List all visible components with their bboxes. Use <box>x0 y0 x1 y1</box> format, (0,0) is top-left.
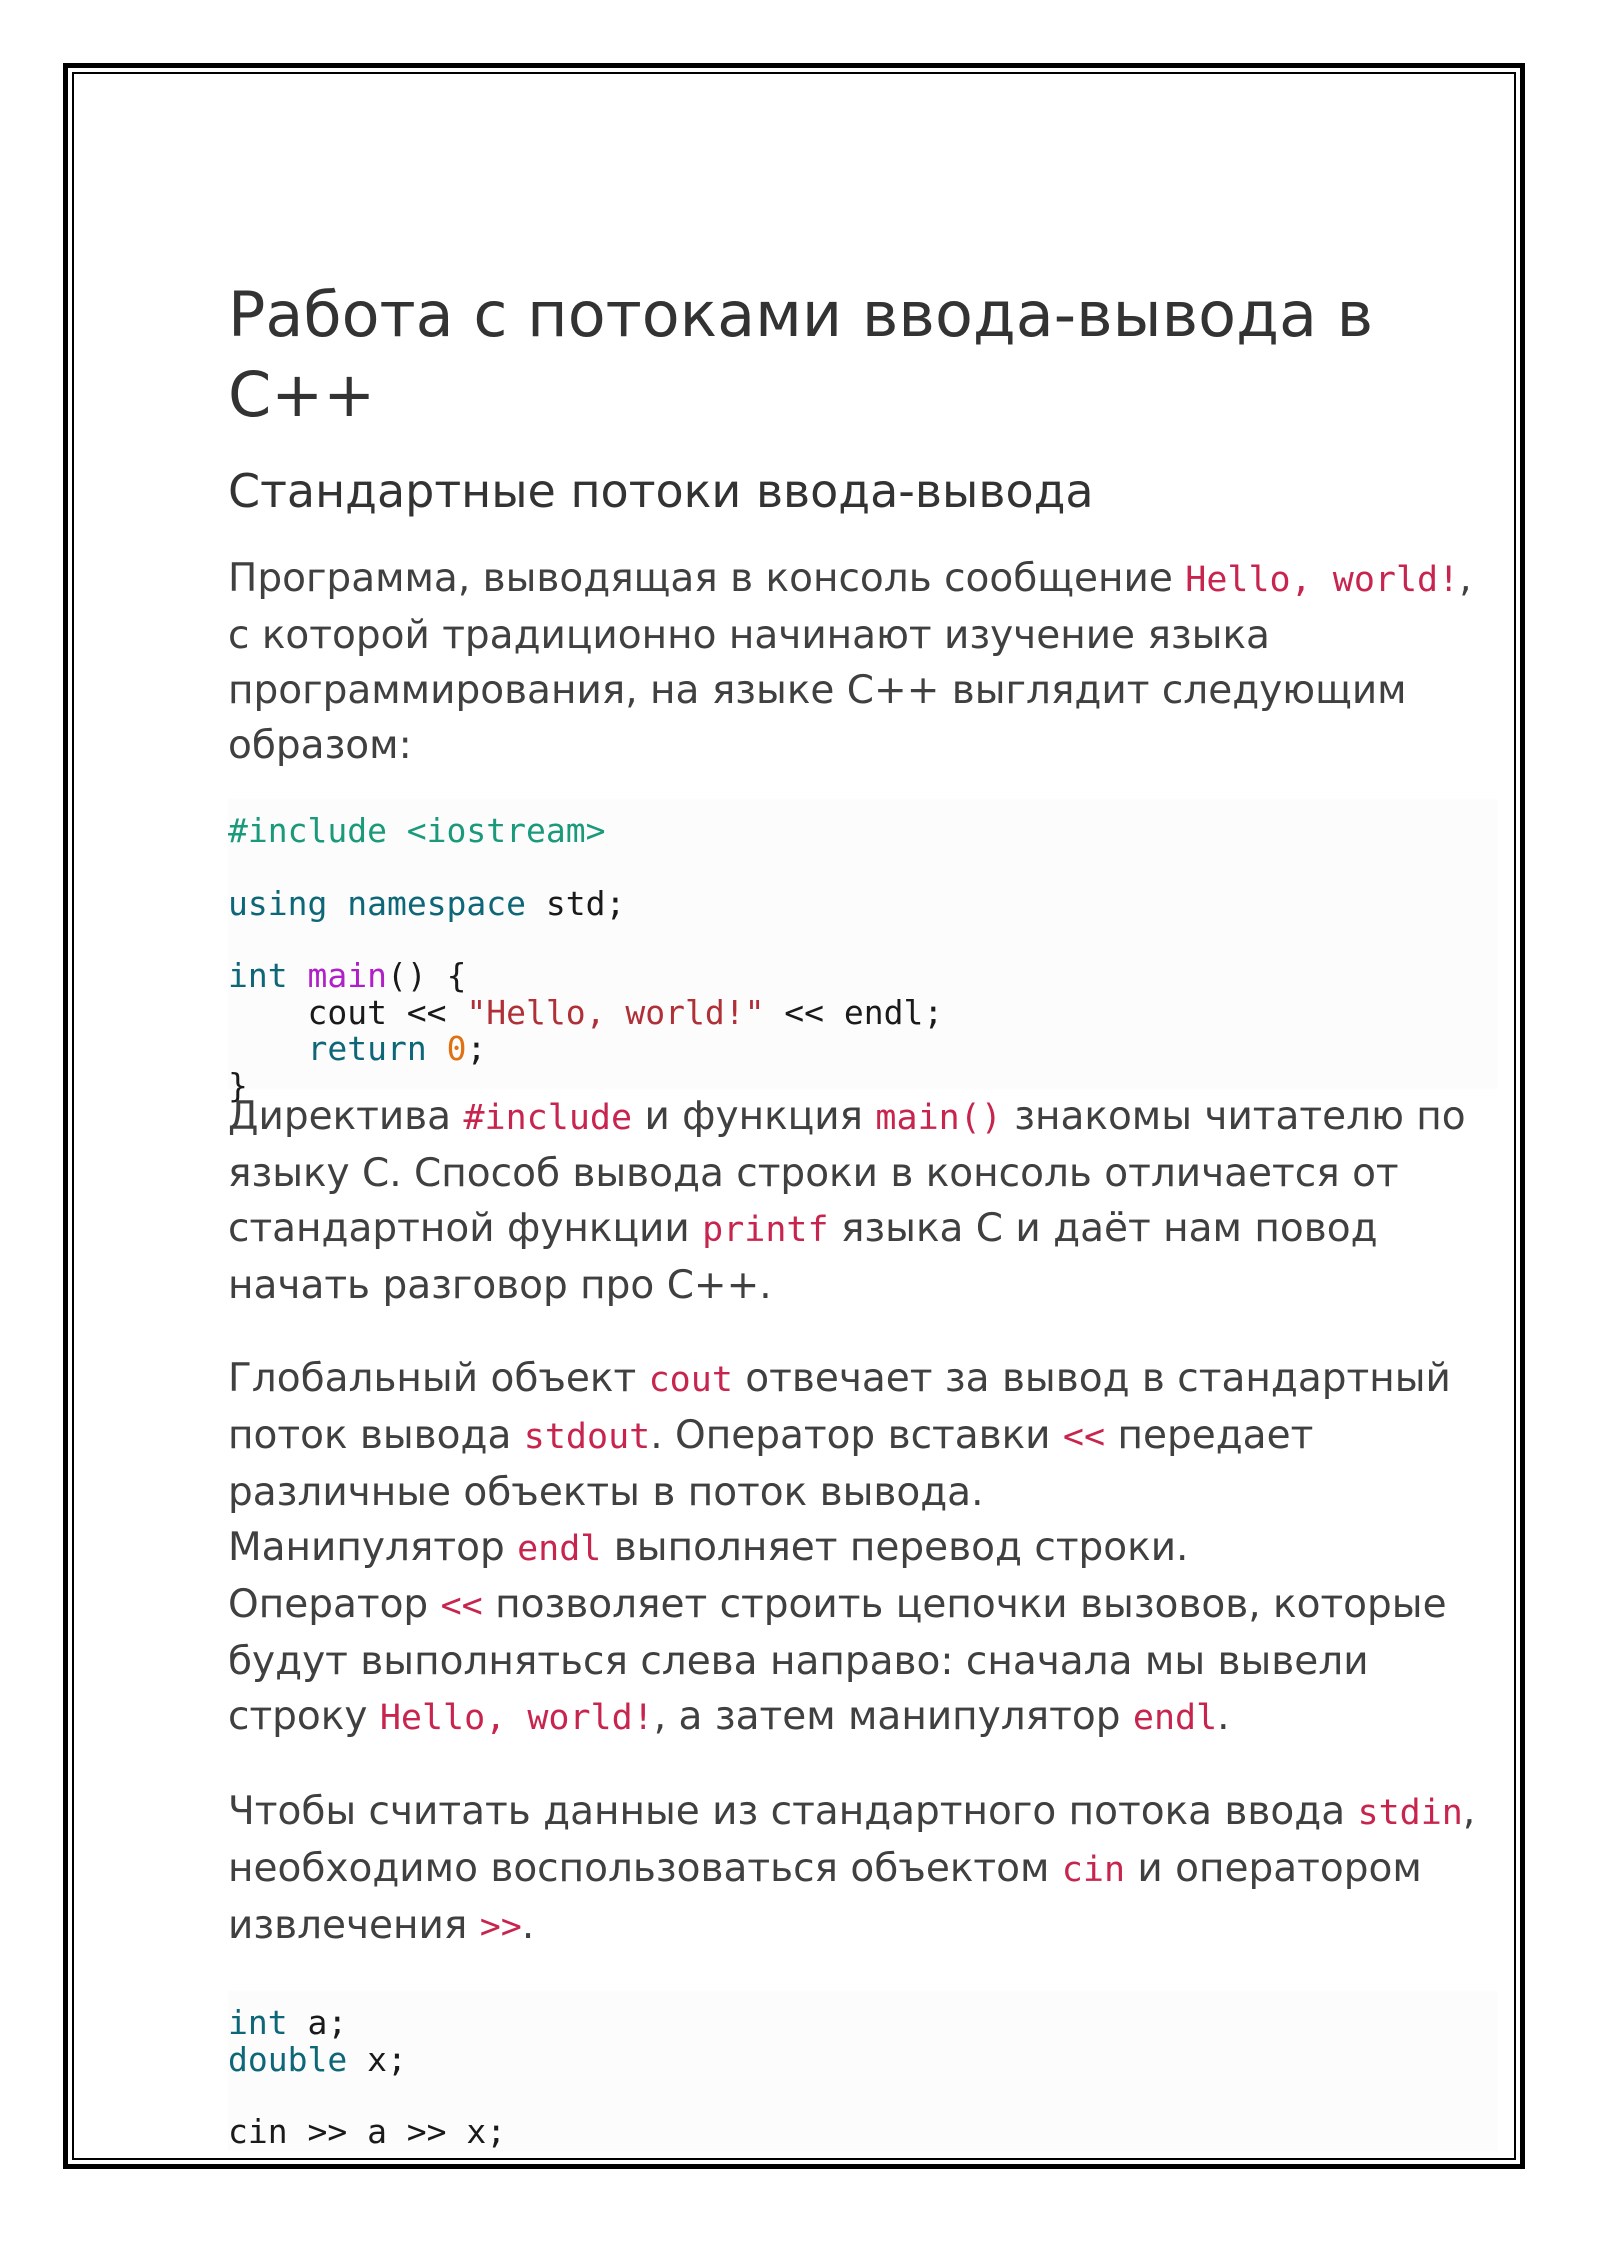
code-token-keyword: using <box>228 883 328 923</box>
inline-code: endl <box>517 1529 602 1569</box>
code-token: } <box>228 1065 248 1105</box>
text-span: . Оператор вставки <box>650 1413 1063 1458</box>
text-span: знакомы читателю по языку C. Способ вывода строки в консоль отличается от стандартной функции <box>228 1094 1466 1251</box>
inline-code: stdout <box>523 1417 651 1457</box>
code-token-number: 0 <box>446 1029 467 1068</box>
paragraph-cin <box>228 1784 1498 1955</box>
code-token: x; <box>347 2039 407 2079</box>
code-token-keyword: double <box>228 2039 348 2079</box>
text-span: языка C и даёт нам повод начать разговор про C++. <box>228 1206 1378 1308</box>
section-title: Стандартные потоки ввода-вывода <box>228 464 1094 518</box>
code-token: std; <box>526 883 626 923</box>
article <box>228 275 1498 2151</box>
code-token: cout << <box>228 992 467 1032</box>
text-span: . <box>1217 1694 1230 1739</box>
text-span: Чтобы считать данные из стандартного потока ввода <box>228 1789 1358 1834</box>
inline-code: #include <box>463 1098 633 1138</box>
text-span: Оператор <box>228 1582 441 1627</box>
inline-code: >> <box>479 1907 522 1947</box>
code-token-keyword: int <box>228 2003 288 2042</box>
page-title: Работа с потоками ввода-вывода в C++ <box>228 278 1374 431</box>
code-token-preprocessor: #include <iostream> <box>228 811 606 850</box>
paragraph-cout <box>228 1351 1498 1746</box>
inline-code: cin <box>1061 1850 1126 1890</box>
paragraph-directive <box>228 1089 1498 1313</box>
inline-code: cout <box>648 1360 733 1400</box>
text-span: отвечает за вывод в стандартный поток вывода <box>228 1356 1451 1458</box>
code-token-keyword: int <box>228 956 288 995</box>
text-span: и функция <box>632 1094 876 1139</box>
intro-paragraph <box>228 551 1498 773</box>
code-token-string: "Hello, world!" <box>466 992 765 1032</box>
text-span: Программа, выводящая в консоль сообщение <box>228 556 1186 601</box>
inline-code: Hello, world! <box>1185 560 1460 600</box>
text-span: Глобальный объект <box>228 1356 649 1401</box>
text-span: Манипулятор <box>228 1525 518 1570</box>
code-token: cin >> a >> x; <box>228 2112 507 2151</box>
text-span: . <box>521 1903 535 1948</box>
text-span: выполняет перевод строки. <box>601 1525 1189 1570</box>
code-block-cin <box>228 1991 1498 2151</box>
code-token-keyword: return <box>307 1029 427 1068</box>
code-token <box>228 1029 307 1068</box>
inline-code: << <box>440 1586 483 1626</box>
text-span: , с которой традиционно начинают изучение языка программирования, на языке C++ выглядит следующим образом: <box>228 556 1472 768</box>
inline-code: endl <box>1132 1698 1218 1738</box>
code-token-function: main <box>307 956 387 995</box>
inline-code: main() <box>875 1098 1002 1138</box>
code-token: << endl; <box>764 992 944 1032</box>
inline-code: stdin <box>1357 1793 1463 1833</box>
inline-code: << <box>1062 1417 1106 1457</box>
code-token-keyword: namespace <box>347 883 527 923</box>
code-token: a; <box>287 2003 348 2042</box>
code-block-hello-world <box>228 799 1498 1105</box>
code-token: ; <box>466 1029 487 1068</box>
text-span: , необходимо воспользоваться объектом <box>228 1789 1476 1891</box>
text-span: , а затем манипулятор <box>653 1694 1133 1739</box>
text-span: передает различные объекты в поток вывода. <box>228 1413 1314 1515</box>
text-span: позволяет строить цепочки вызовов, которые будут выполняться слева направо: сначала мы вывели строку <box>228 1582 1447 1739</box>
text-span: Директива <box>228 1094 464 1139</box>
inline-code: printf <box>702 1210 829 1250</box>
text-span: и оператором извлечения <box>228 1846 1422 1948</box>
inline-code: Hello, world! <box>379 1698 654 1738</box>
code-token: () { <box>386 956 467 995</box>
